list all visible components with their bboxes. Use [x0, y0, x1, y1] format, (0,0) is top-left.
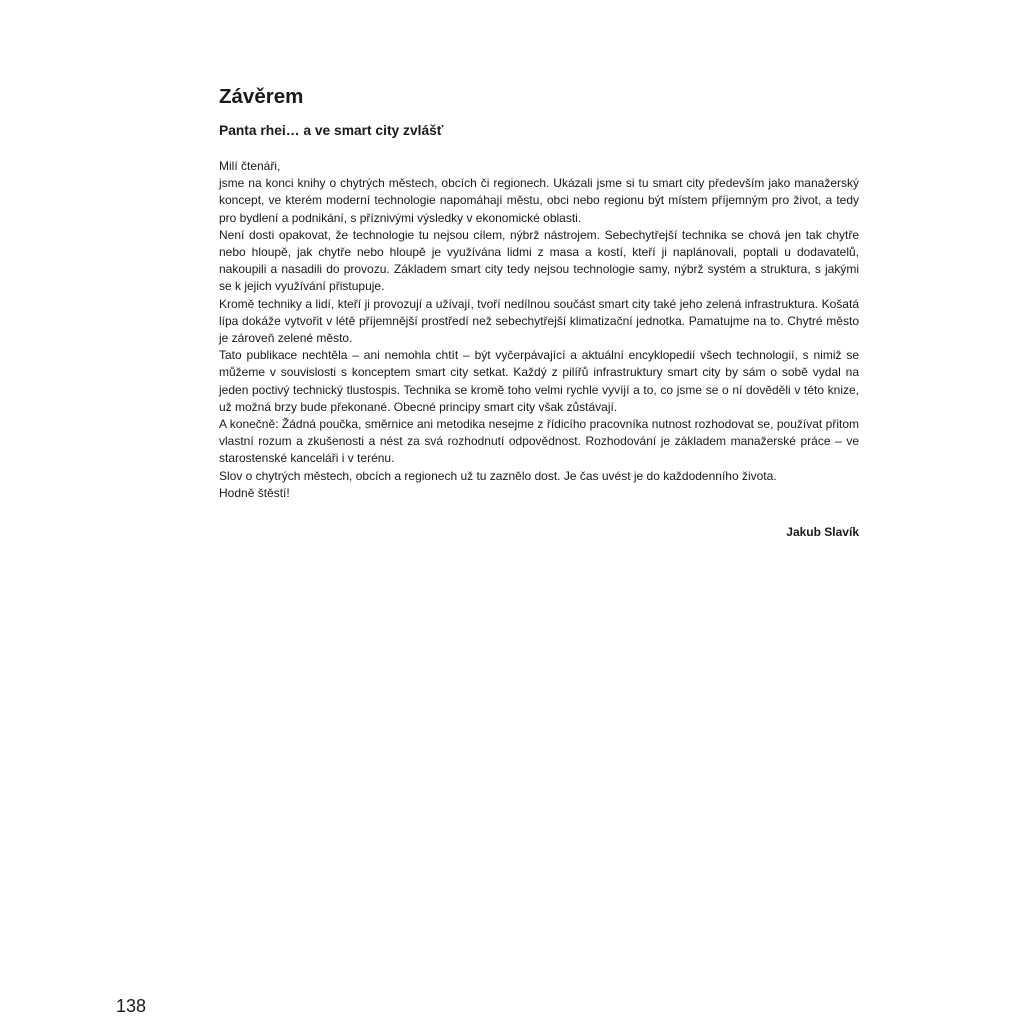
paragraph: Slov o chytrých městech, obcích a regionech už tu zaznělo dost. Je čas uvést je do každodenního života.	[219, 468, 777, 483]
chapter-subtitle: Panta rhei… a ve smart city zvlášť	[219, 123, 444, 138]
paragraph: Není dosti opakovat, že technologie tu nejsou cílem, nýbrž nástrojem. Sebechytřejší technika se chová jen tak chytře nebo hloupě, jak chytře nebo hloupě je využívána lidmi z masa a kostí, kteří ji naplánovali, poptali u dodavatelů, nakoupili a nasadili do provozu. Základem smart city tedy nejsou technologie samy, nýbrž systém a struktura, s jakými se k jejich využívání přistupuje.	[219, 227, 859, 294]
page-number: 138	[116, 996, 147, 1016]
paragraph: Kromě techniky a lidí, kteří ji provozují a užívají, tvoří nedílnou součást smart city také jeho zelená infrastruktura. Košatá lípa dokáže vytvořit v létě příjemnější prostředí než sebechytřejší klimatizační jednotka. Pamatujme na to. Chytré město je zároveň zelené město.	[219, 296, 859, 346]
paragraph: A konečně: Žádná poučka, směrnice ani metodika nesejme z řídicího pracovníka nutnost rozhodovat se, používat přitom vlastní rozum a zkušenosti a nést za svá rozhodnutí odpovědnost. Rozhodování je základem manažerské práce – ve starostenské kanceláři i v terénu.	[219, 417, 859, 466]
author-signature: Jakub Slavík	[786, 525, 859, 539]
chapter-title: Závěrem	[219, 85, 304, 108]
body-text	[219, 158, 859, 502]
salutation: Milí čtenáři,	[219, 159, 281, 173]
paragraph: Hodně štěstí!	[219, 485, 290, 500]
paragraph: jsme na konci knihy o chytrých městech, obcích či regionech. Ukázali jsme si tu smart city především jako manažerský koncept, ve kterém moderní technologie napomáhají městu, obci nebo regionu být místem příjemným pro život, a tedy pro bydlení a podnikání, s příznivými výsledky v ekonomické oblasti.	[219, 176, 859, 225]
paragraph: Tato publikace nechtěla – ani nemohla chtít – být vyčerpávající a aktuální encyklopedií všech technologií, s nimiž se můžeme v souvislosti s konceptem smart city setkat. Každý z pilířů infrastruktury smart city by sám o sobě vydal na jeden poctivý technický tlustospis. Technika se kromě toho velmi rychle vyvíjí a to, co jsme se o ní dověděli v této knize, už možná brzy bude překonané. Obecné principy smart city však zůstávají.	[219, 348, 859, 414]
